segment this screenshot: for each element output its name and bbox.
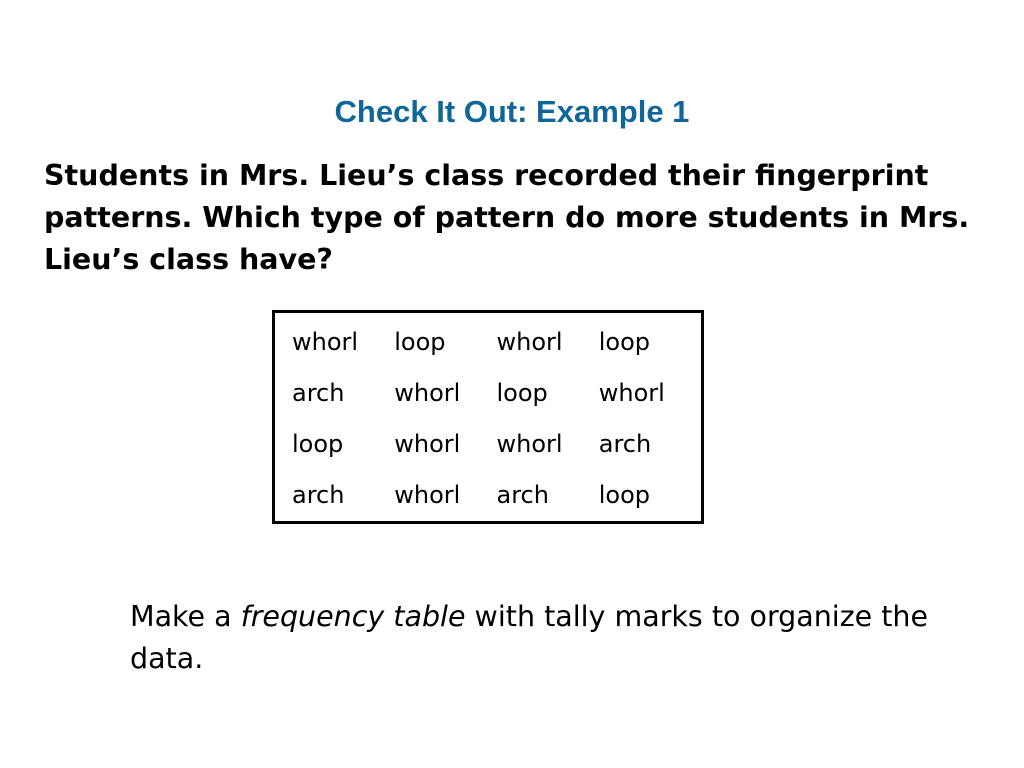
table-cell: arch [496, 481, 549, 509]
table-cell: loop [394, 328, 446, 356]
slide-title: Check It Out: Example 1 [334, 94, 690, 129]
instruction-text [130, 596, 990, 680]
table-cell: loop [598, 328, 651, 356]
fingerprint-data-box [272, 310, 704, 524]
question-text: Students in Mrs. Lieu’s class recorded their fingerprint patterns. Which type of pattern do more students in Mrs. Lieu’s class have? [44, 159, 970, 276]
table-cell: arch [292, 481, 345, 509]
table-row [292, 475, 701, 526]
table-cell: arch [598, 430, 652, 458]
table-cell: whorl [394, 379, 461, 407]
instruction-emphasis: frequency table [240, 600, 466, 633]
instruction-text-end: with tally marks to organize the data. [130, 600, 929, 675]
table-cell: whorl [496, 430, 563, 458]
table-cell: whorl [394, 481, 461, 509]
table-row [292, 322, 701, 373]
table-row [292, 373, 701, 424]
instruction-text-start: Make a [130, 600, 241, 633]
table-cell: whorl [598, 379, 665, 407]
table-row [292, 424, 701, 475]
table-cell: loop [598, 481, 651, 509]
table-cell: loop [292, 430, 344, 458]
fingerprint-data-table [292, 322, 701, 526]
table-cell: loop [496, 379, 548, 407]
table-cell: whorl [496, 328, 563, 356]
table-cell: arch [292, 379, 345, 407]
table-cell: whorl [394, 430, 461, 458]
table-cell: whorl [292, 328, 359, 356]
